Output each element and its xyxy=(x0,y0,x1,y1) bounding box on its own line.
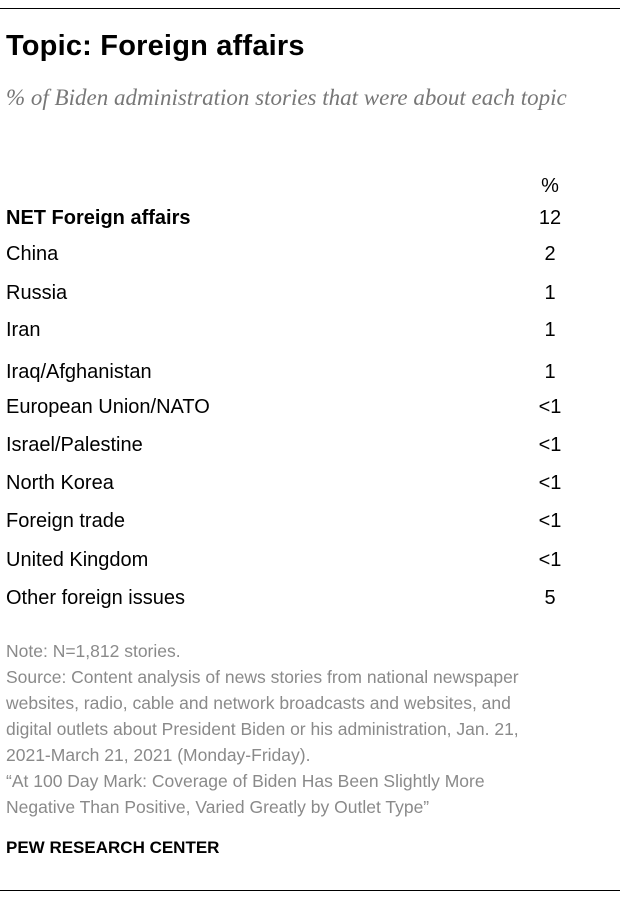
subtitle: % of Biden administration stories that were about each topic xyxy=(6,85,567,110)
top-rule xyxy=(0,8,620,9)
row-value: <1 xyxy=(538,434,562,456)
row-label: European Union/NATO xyxy=(6,396,210,418)
table-row xyxy=(0,549,620,577)
table-row xyxy=(0,319,620,347)
row-label: NET Foreign affairs xyxy=(6,207,191,229)
notes-block xyxy=(6,638,612,820)
source-line-2: websites, radio, cable and network broadcasts and websites, and xyxy=(6,693,511,713)
row-value: 2 xyxy=(544,243,556,265)
table-row xyxy=(0,587,620,615)
report-title-line-2: Negative Than Positive, Varied Greatly by Outlet Type” xyxy=(6,797,430,817)
source-line-3: digital outlets about President Biden or his administration, Jan. 21, xyxy=(6,719,519,739)
row-label: Israel/Palestine xyxy=(6,434,143,456)
pew-credit: PEW RESEARCH CENTER xyxy=(6,838,220,857)
row-label: Other foreign issues xyxy=(6,587,185,609)
row-value: <1 xyxy=(538,549,562,571)
bottom-rule xyxy=(0,890,620,891)
row-label: Iraq/Afghanistan xyxy=(6,361,152,383)
row-label: China xyxy=(6,243,59,265)
table-row xyxy=(0,434,620,462)
table-row xyxy=(0,510,620,538)
row-label: Russia xyxy=(6,282,68,304)
table-row xyxy=(0,472,620,500)
note-line: Note: N=1,812 stories. xyxy=(6,641,181,661)
table-row-net xyxy=(0,207,620,235)
table-row xyxy=(0,396,620,424)
row-label: United Kingdom xyxy=(6,549,149,571)
source-line-1: Source: Content analysis of news stories from national newspaper xyxy=(6,667,519,687)
row-value: 1 xyxy=(544,319,556,341)
row-value: <1 xyxy=(538,510,562,532)
row-label: Iran xyxy=(6,319,41,341)
table-row xyxy=(0,282,620,310)
row-value: <1 xyxy=(538,472,562,494)
source-line-4: 2021-March 21, 2021 (Monday-Friday). xyxy=(6,745,311,765)
row-value: <1 xyxy=(538,396,562,418)
row-value: 5 xyxy=(544,587,556,609)
row-value: 12 xyxy=(538,207,562,229)
table-row xyxy=(0,243,620,271)
page-title: Topic: Foreign affairs xyxy=(6,30,305,62)
row-label: North Korea xyxy=(6,472,114,494)
row-value: 1 xyxy=(544,282,556,304)
row-label: Foreign trade xyxy=(6,510,125,532)
table-row xyxy=(0,361,620,389)
report-title-line-1: “At 100 Day Mark: Coverage of Biden Has Been Slightly More xyxy=(6,771,485,791)
column-header-percent: % xyxy=(541,175,559,197)
row-value: 1 xyxy=(544,361,556,383)
